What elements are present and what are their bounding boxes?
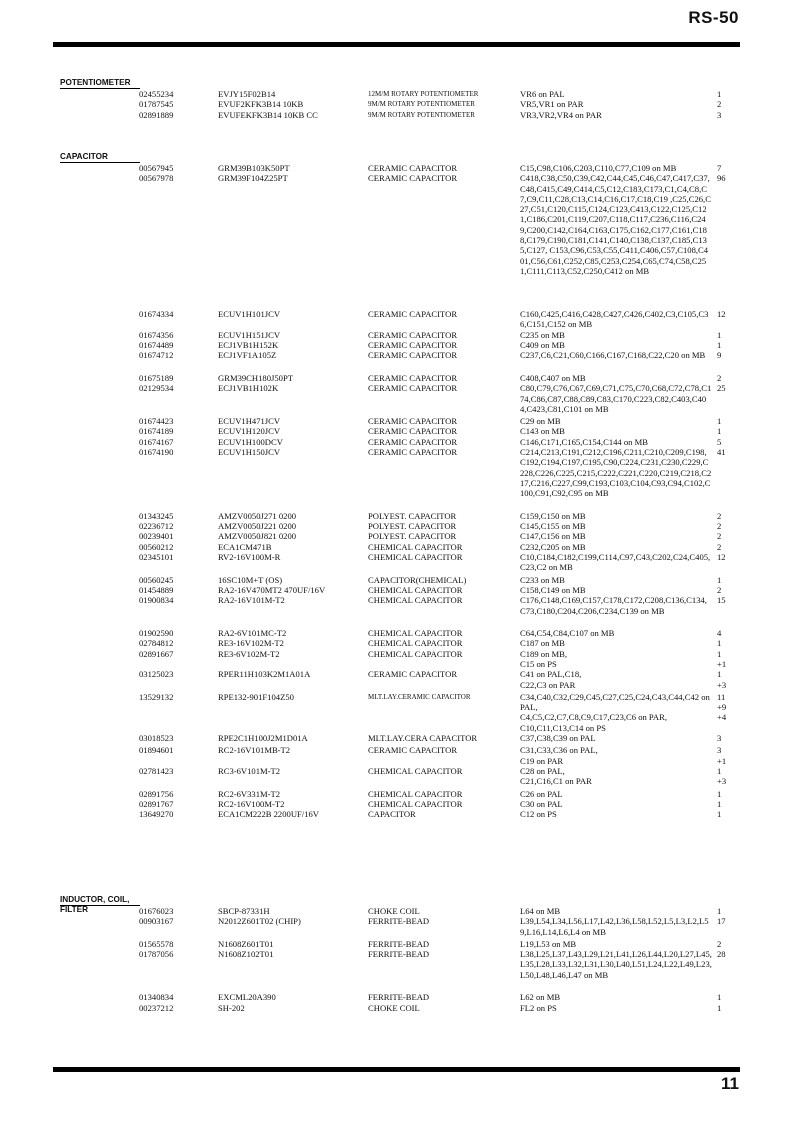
part-number: 01676023 xyxy=(139,906,174,916)
part-number: 01674712 xyxy=(139,350,174,361)
part-description: CHEMICAL CAPACITOR xyxy=(368,788,463,799)
part-number: 02891889 xyxy=(139,109,174,120)
part-quantity: 1 +3 xyxy=(717,669,727,690)
part-quantity: 2 xyxy=(717,531,722,542)
part-number: 01900834 xyxy=(139,595,174,606)
part-quantity: 2 xyxy=(717,510,722,521)
part-number: 02455234 xyxy=(139,89,174,99)
part-code: 16SC10M+T (OS) xyxy=(218,574,283,585)
part-location: C41 on PAL,C18, C22,C3 on PAR xyxy=(520,669,582,690)
part-location: C187 on MB xyxy=(520,638,565,649)
part-number: 01787056 xyxy=(139,949,174,960)
part-location: C31,C33,C36 on PAL, C19 on PAR xyxy=(520,745,598,766)
part-code: RE3-6V102M-T2 xyxy=(218,648,280,659)
part-number: 00903167 xyxy=(139,916,174,927)
part-quantity: 2 xyxy=(717,372,722,383)
part-quantity: 96 xyxy=(717,173,726,184)
part-code: ECJ1VF1A105Z xyxy=(218,350,277,361)
part-quantity: 3 xyxy=(717,733,722,744)
table-row xyxy=(60,692,740,733)
table-row xyxy=(60,628,740,638)
part-number: 01902590 xyxy=(139,628,174,639)
part-code: ECUV1H100DCV xyxy=(218,436,283,447)
table-row xyxy=(60,595,740,626)
part-description: 9M/M ROTARY POTENTIOMETER xyxy=(368,110,475,119)
part-code: EVUF2KFK3B14 10KB xyxy=(218,99,304,110)
table-row xyxy=(60,350,740,371)
part-code: GRM39B103K50PT xyxy=(218,163,290,173)
part-code: AMZV0050J821 0200 xyxy=(218,531,297,542)
part-number: 01674189 xyxy=(139,426,174,437)
part-code: N1608Z102T01 xyxy=(218,949,274,960)
part-description: CERAMIC CAPACITOR xyxy=(368,173,458,184)
part-quantity: 1 xyxy=(717,89,722,99)
table-row xyxy=(60,110,740,120)
part-description: POLYEST. CAPACITOR xyxy=(368,521,457,532)
part-location: C30 on PAL xyxy=(520,798,563,809)
part-code: RC2-16V100M-T2 xyxy=(218,798,285,809)
part-code: RV2-16V100M-R xyxy=(218,552,281,563)
part-quantity: 11 +9 +4 xyxy=(717,691,727,723)
part-quantity: 1 xyxy=(717,574,722,585)
part-code: RC2-6V331M-T2 xyxy=(218,788,281,799)
part-quantity: 1 xyxy=(717,798,722,809)
part-description: FERRITE-BEAD xyxy=(368,938,430,949)
part-location: C10,C184,C182,C199,C114,C97,C43,C202,C24,C405,C23,C2 on MB xyxy=(520,552,711,573)
part-location: C232,C205 on MB xyxy=(520,541,586,552)
part-quantity: 1 xyxy=(717,1002,722,1013)
part-quantity: 1 xyxy=(717,788,722,799)
part-location: C159,C150 on MB xyxy=(520,510,586,521)
part-description: CERAMIC CAPACITOR xyxy=(368,350,458,361)
part-location: C26 on PAL xyxy=(520,788,563,799)
part-code: EVJY15F02B14 xyxy=(218,89,276,99)
part-quantity: 25 xyxy=(717,383,726,394)
part-quantity: 15 xyxy=(717,595,726,606)
part-code: GRM39F104Z25PT xyxy=(218,173,288,184)
part-number: 02891667 xyxy=(139,648,174,659)
table-row xyxy=(60,992,740,1002)
part-location: C214,C213,C191,C212,C196,C211,C210,C209,C198,C192,C194,C197,C195,C90,C224,C231,C230,C229,C228,C226,C225,C215,C222,C221,C220,C219,C218,C217,C216,C227,C99,C193,C103,C104,C93,C94,C102,C100,C91,C92,C95 on MB xyxy=(520,447,712,499)
table-row xyxy=(60,531,740,541)
top-rule xyxy=(53,42,740,47)
part-location: C64,C54,C84,C107 on MB xyxy=(520,628,615,639)
part-quantity: 3 xyxy=(717,109,722,120)
part-location: FL2 on PS xyxy=(520,1002,557,1013)
bottom-rule xyxy=(53,1067,740,1072)
part-location: VR3,VR2,VR4 on PAR xyxy=(520,109,602,120)
part-code: ECA1CM471B xyxy=(218,541,272,552)
table-row xyxy=(60,799,740,809)
part-description: CHEMICAL CAPACITOR xyxy=(368,584,463,595)
part-code: RC2-16V101MB-T2 xyxy=(218,745,291,756)
part-number: 13649270 xyxy=(139,809,174,820)
part-location: C145,C155 on MB xyxy=(520,521,586,532)
part-quantity: 1 xyxy=(717,340,722,351)
part-code: RPE132-901F104Z50 xyxy=(218,691,294,702)
part-number: 00239401 xyxy=(139,531,174,542)
table-row xyxy=(60,426,740,436)
table-row xyxy=(60,89,740,99)
section-capacitor xyxy=(60,152,740,819)
table-row xyxy=(60,383,740,414)
part-description: CHEMICAL CAPACITOR xyxy=(368,798,463,809)
part-description: CAPACITOR xyxy=(368,809,416,820)
part-description: CHOKE COIL xyxy=(368,906,420,916)
part-location: C143 on MB xyxy=(520,426,565,437)
part-location: L62 on MB xyxy=(520,992,561,1003)
part-code: GRM39CH180J50PT xyxy=(218,372,293,383)
part-description: CHEMICAL CAPACITOR xyxy=(368,541,463,552)
table-row xyxy=(60,939,740,949)
part-description: FERRITE-BEAD xyxy=(368,916,430,927)
table-row xyxy=(60,447,740,509)
part-description: 12M/M ROTARY POTENTIOMETER xyxy=(368,90,479,98)
part-number: 00567945 xyxy=(139,163,174,173)
part-description: CERAMIC CAPACITOR xyxy=(368,745,458,756)
table-row xyxy=(60,745,740,766)
part-location: C176,C148,C169,C157,C178,C172,C208,C136,C134,C73,C180,C204,C206,C234,C139 on MB xyxy=(520,595,707,616)
part-code: ECUV1H151JCV xyxy=(218,329,281,340)
part-quantity: 1 xyxy=(717,638,722,649)
part-quantity: 41 xyxy=(717,447,726,458)
part-number: 02891756 xyxy=(139,788,174,799)
part-code: EVUFEKFK3B14 10KB CC xyxy=(218,109,318,120)
part-code: SBCP-87331H xyxy=(218,906,270,916)
part-code: RE3-16V102M-T2 xyxy=(218,638,284,649)
part-code: RPER11H103K2M1A01A xyxy=(218,669,311,680)
page-number: 11 xyxy=(721,1074,739,1093)
part-location: L19,L53 on MB xyxy=(520,938,577,949)
part-description: POLYEST. CAPACITOR xyxy=(368,510,457,521)
part-number: 01340834 xyxy=(139,992,174,1003)
part-code: N2012Z601T02 (CHIP) xyxy=(218,916,301,927)
table-row xyxy=(60,521,740,531)
part-quantity: 3 +1 xyxy=(717,745,727,766)
part-quantity: 1 xyxy=(717,992,722,1003)
part-code: RA2-16V101M-T2 xyxy=(218,595,285,606)
part-description: CHEMICAL CAPACITOR xyxy=(368,648,463,659)
part-location: C233 on MB xyxy=(520,574,565,585)
table-row xyxy=(60,330,740,340)
part-description: CERAMIC CAPACITOR xyxy=(368,309,458,320)
part-quantity: 7 xyxy=(717,163,722,173)
part-number: 01675189 xyxy=(139,372,174,383)
section-potentiometer xyxy=(60,78,740,120)
part-location: C12 on PS xyxy=(520,809,557,820)
table-row xyxy=(60,638,740,648)
part-code: N1608Z601T01 xyxy=(218,938,274,949)
part-number: 00560245 xyxy=(139,574,174,585)
part-description: CERAMIC CAPACITOR xyxy=(368,669,458,680)
part-location: C237,C6,C21,C60,C166,C167,C168,C22,C20 on MB xyxy=(520,350,706,361)
table-row xyxy=(60,585,740,595)
part-description: CERAMIC CAPACITOR xyxy=(368,372,458,383)
part-description: CERAMIC CAPACITOR xyxy=(368,383,458,394)
part-number: 01343245 xyxy=(139,510,174,521)
part-quantity: 2 xyxy=(717,521,722,532)
part-location: VR5,VR1 on PAR xyxy=(520,99,584,110)
part-number: 03125023 xyxy=(139,669,174,680)
part-location: C160,C425,C416,C428,C427,C426,C402,C3,C105,C36,C151,C152 on MB xyxy=(520,309,709,330)
part-number: 01565578 xyxy=(139,938,174,949)
table-row xyxy=(60,789,740,799)
table-row xyxy=(60,669,740,690)
part-location: C189 on MB, C15 on PS xyxy=(520,648,568,669)
part-quantity: 17 xyxy=(717,916,726,927)
part-code: AMZV0050J221 0200 xyxy=(218,521,297,532)
part-description: CERAMIC CAPACITOR xyxy=(368,329,458,340)
part-location: VR6 on PAL xyxy=(520,89,565,99)
part-number: 02891767 xyxy=(139,798,174,809)
part-code: AMZV0050J271 0200 xyxy=(218,510,297,521)
part-quantity: 2 xyxy=(717,99,722,110)
part-location: C34,C40,C32,C29,C45,C27,C25,C24,C43,C44,C42 on PAL, C4,C5,C2,C7,C8,C9,C17,C23,C6 on PAR, C10,C11,C13,C14 on PS xyxy=(520,691,710,733)
table-row xyxy=(60,340,740,350)
part-description: FERRITE-BEAD xyxy=(368,949,430,960)
part-number: 13529132 xyxy=(139,691,174,702)
part-quantity: 1 xyxy=(717,809,722,820)
part-number: 01787545 xyxy=(139,99,174,110)
part-location: C235 on MB xyxy=(520,329,565,340)
part-description: POLYEST. CAPACITOR xyxy=(368,531,457,542)
table-row xyxy=(60,542,740,552)
part-location: L64 on MB xyxy=(520,906,561,916)
table-row xyxy=(60,373,740,383)
part-location: C147,C156 on MB xyxy=(520,531,586,542)
part-description: CERAMIC CAPACITOR xyxy=(368,163,458,173)
table-row xyxy=(60,809,740,819)
section-title: INDUCTOR, COIL, FILTER xyxy=(60,895,140,906)
part-description: CHEMICAL CAPACITOR xyxy=(368,595,463,606)
table-row xyxy=(60,575,740,585)
part-number: 02236712 xyxy=(139,521,174,532)
part-number: 00237212 xyxy=(139,1002,174,1013)
part-number: 01674356 xyxy=(139,329,174,340)
part-number: 01674167 xyxy=(139,436,174,447)
part-description: CERAMIC CAPACITOR xyxy=(368,426,458,437)
part-description: CHEMICAL CAPACITOR xyxy=(368,638,463,649)
part-number: 03018523 xyxy=(139,733,174,744)
table-row xyxy=(60,416,740,426)
section-inductor-coil-filter xyxy=(60,895,740,1013)
part-quantity: 1 xyxy=(717,416,722,427)
part-code: RA2-16V470MT2 470UF/16V xyxy=(218,584,326,595)
part-quantity: 9 xyxy=(717,350,722,361)
part-code: ECUV1H120JCV xyxy=(218,426,281,437)
part-quantity: 2 xyxy=(717,938,722,949)
part-location: L39,L54,L34,L56,L17,L42,L36,L58,L52,L5,L3,L2,L59,L16,L14,L6,L4 on MB xyxy=(520,916,709,937)
part-location: C408,C407 on MB xyxy=(520,372,586,383)
part-description: CHEMICAL CAPACITOR xyxy=(368,552,463,563)
section-title: CAPACITOR xyxy=(60,152,140,163)
part-description: MLT.LAY.CERA CAPACITOR xyxy=(368,733,478,744)
part-description: CERAMIC CAPACITOR xyxy=(368,447,458,458)
part-code: ECA1CM222B 2200UF/16V xyxy=(218,809,319,820)
part-description: CHOKE COIL xyxy=(368,1002,420,1013)
part-number: 00560212 xyxy=(139,541,174,552)
table-row xyxy=(60,649,740,670)
table-row xyxy=(60,552,740,573)
part-number: 01674489 xyxy=(139,340,174,351)
part-number: 00567978 xyxy=(139,173,174,184)
table-row xyxy=(60,1003,740,1013)
part-code: SH-202 xyxy=(218,1002,245,1013)
part-description: CERAMIC CAPACITOR xyxy=(368,416,458,427)
part-number: 02345101 xyxy=(139,552,174,563)
part-code: RA2-6V101MC-T2 xyxy=(218,628,287,639)
part-code: ECUV1H101JCV xyxy=(218,309,281,320)
part-code: ECUV1H471JCV xyxy=(218,416,281,427)
part-quantity: 1 +3 xyxy=(717,765,727,787)
part-quantity: 4 xyxy=(717,628,722,639)
table-row xyxy=(60,173,740,307)
part-code: ECJ1VB1H152K xyxy=(218,340,279,351)
part-quantity: 1 xyxy=(717,329,722,340)
part-quantity: 2 xyxy=(717,541,722,552)
table-row xyxy=(60,949,740,990)
part-code: RPE2C1H100J2M1D01A xyxy=(218,733,308,744)
part-description: CHEMICAL CAPACITOR xyxy=(368,628,463,639)
part-number: 01894601 xyxy=(139,745,174,756)
part-quantity: 5 xyxy=(717,436,722,447)
part-location: C418,C38,C50,C39,C42,C44,C45,C46,C47,C417,C37,C48,C415,C49,C414,C5,C12,C183,C173,C1,C4,C8,C7,C9,C11,C28,C13,C14,C16,C17,C18,C19 ,C25,C26,C27,C51,C120,C115,C124,C123,C413,C122,C125,C121,C186,C201,C119,C207,C118,C117,C236,C116,C249,C200,C142,C164,C163,C175,C162,C177,C161,C188,C179,C190,C181,C141,C140,C138,C137,C185,C135,C127, C153,C96,C53,C55,C411,C406,C57,C108,C401,C56,C61,C252,C85,C253,C254,C65,C74,C58,C251,C111,C113,C52,C250,C412 on MB xyxy=(520,173,711,276)
part-location: C146,C171,C165,C154,C144 on MB xyxy=(520,436,648,447)
part-quantity: 12 xyxy=(717,309,726,320)
part-code: ECUV1H150JCV xyxy=(218,447,281,458)
table-row xyxy=(60,511,740,521)
table-row xyxy=(60,437,740,447)
part-location: C80,C79,C76,C67,C69,C71,C75,C70,C68,C72,C78,C174,C86,C87,C88,C89,C83,C170,C223,C82,C403,C404,C423,C81,C101 on MB xyxy=(520,383,712,414)
part-location: C28 on PAL, C21,C16,C1 on PAR xyxy=(520,765,592,787)
table-row xyxy=(60,733,740,743)
part-quantity: 28 xyxy=(717,949,726,960)
part-quantity: 1 xyxy=(717,426,722,437)
section-title: POTENTIOMETER xyxy=(60,78,140,89)
part-location: C15,C98,C106,C203,C110,C77,C109 on MB xyxy=(520,163,677,173)
part-code: ECJ1VB1H102K xyxy=(218,383,279,394)
table-row xyxy=(60,163,740,173)
part-description: 9M/M ROTARY POTENTIOMETER xyxy=(368,100,475,109)
part-code: EXCML20A390 xyxy=(218,992,276,1003)
part-quantity: 1 xyxy=(717,906,722,916)
part-number: 02781423 xyxy=(139,765,174,776)
part-location: C409 on MB xyxy=(520,340,565,351)
part-description: CERAMIC CAPACITOR xyxy=(368,436,458,447)
part-quantity: 1 +1 xyxy=(717,648,727,669)
part-number: 01674423 xyxy=(139,416,174,427)
table-row xyxy=(60,99,740,109)
part-description: MLT.LAY.CERAMIC CAPACITOR xyxy=(368,692,471,701)
part-location: C29 on MB xyxy=(520,416,561,427)
part-number: 01674334 xyxy=(139,309,174,320)
part-location: L38,L25,L37,L43,L29,L21,L41,L26,L44,L20,L27,L45,L35,L28,L33,L32,L31,L30,L40,L51,L24,L22,L49,L23,L50,L48,L46,L47 on MB xyxy=(520,949,712,980)
table-row xyxy=(60,309,740,330)
part-description: CERAMIC CAPACITOR xyxy=(368,340,458,351)
part-number: 02129534 xyxy=(139,383,174,394)
part-location: C37,C38,C39 on PAL xyxy=(520,733,596,744)
part-quantity: 12 xyxy=(717,552,726,563)
part-description: FERRITE-BEAD xyxy=(368,992,430,1003)
part-location: C158,C149 on MB xyxy=(520,584,586,595)
part-number: 01454889 xyxy=(139,584,174,595)
part-description: CHEMICAL CAPACITOR xyxy=(368,765,463,776)
model-name: RS-50 xyxy=(688,8,739,27)
part-number: 02784812 xyxy=(139,638,174,649)
table-row xyxy=(60,906,740,916)
table-row xyxy=(60,766,740,787)
part-quantity: 2 xyxy=(717,584,722,595)
part-number: 01674190 xyxy=(139,447,174,458)
part-description: CAPACITOR(CHEMICAL) xyxy=(368,574,467,585)
table-row xyxy=(60,916,740,937)
part-code: RC3-6V101M-T2 xyxy=(218,765,281,776)
